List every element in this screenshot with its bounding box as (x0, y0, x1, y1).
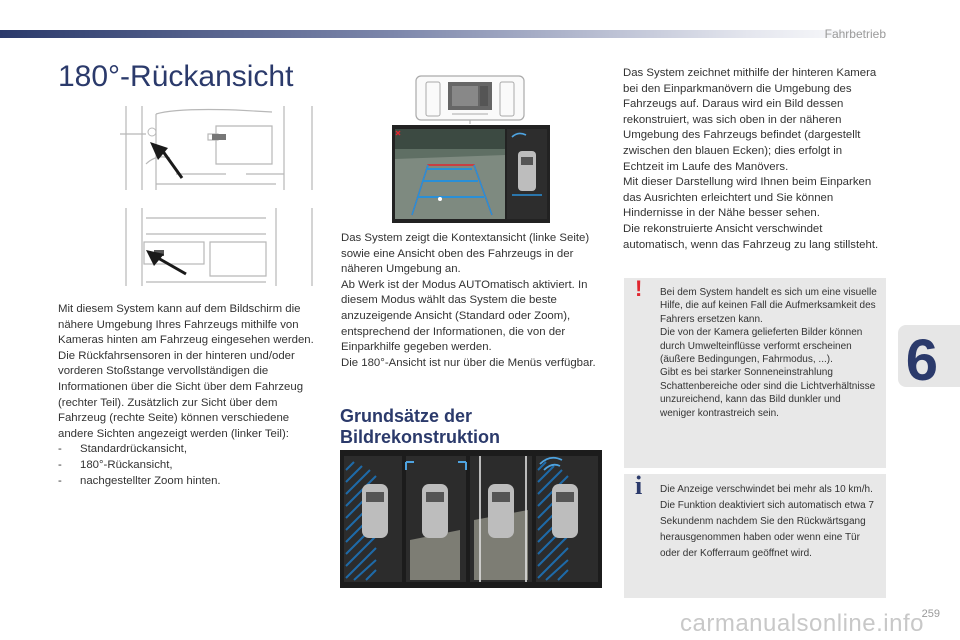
info-note (624, 471, 886, 598)
middle-paragraph: Das System zeigt die Kontextansicht (linke Seite) sowie eine Ansicht oben des Fahrzeugs in der näheren Umgebung an. (341, 232, 590, 276)
dashboard-screen-illustration (414, 72, 526, 124)
image-reconstruction-illustration (340, 450, 602, 588)
page-title: 180°-Rückansicht (58, 60, 294, 93)
page-number: 259 (921, 608, 940, 620)
warning-note (624, 278, 886, 468)
warning-icon: ! (635, 276, 643, 301)
right-paragraph: Das System zeichnet mithilfe der hinteren Kamera bei den Einparkmanövern die Umgebung des Fahrzeugs auf. Daraus wird ein Bild dessen rekonstruiert, was sich oben in der näheren Umgebung des Fahrzeugs befindet (dargestellt zwischen den blauen Ecken); dies erfolgt in Echtzeit im Laufe des Manövers. (623, 67, 877, 173)
intro-paragraph-block (58, 302, 322, 489)
middle-paragraph: Die 180°-Ansicht ist nur über die Menüs verfügbar. (341, 356, 596, 369)
note-paragraph: Die Funktion deaktiviert sich automatisch etwa 7 Sekundenm nachdem Sie den Rückwärtsgang herausgenommen haben oder wenn eine Tür oder der Kofferraum geöffnet wird. (660, 500, 874, 559)
intro-paragraph: Mit diesem System kann auf dem Bildschirm die nähere Umgebung Ihres Fahrzeugs mithilfe von Kameras hinten am Fahrzeug eingesehen werden. Die Rückfahrsensoren in der hinteren und/oder vorderen Stoßstange vervollständigen die Informationen über die Sicht über dem Fahrzeug (rechter Teil). Zusätzlich zur Sicht über dem Fahrzeug (rechte Seite) können verschiedene andere Sichten angezeigt werden (linker Teil): (58, 303, 314, 440)
list-item: - Standardrückansicht, (58, 443, 188, 456)
rear-camera-illustration-bottom (116, 206, 320, 290)
views-list (58, 442, 322, 489)
context-view-text (341, 231, 603, 371)
note-paragraph: Bei dem System handelt es sich um eine visuelle Hilfe, die auf keinen Fall die Aufmerksamkeit des Fahrers ersetzen kann. (660, 287, 877, 325)
rear-camera-illustration-top (116, 104, 320, 194)
watermark: carmanualsonline.info (680, 610, 924, 637)
list-item: - nachgestellter Zoom hinten. (58, 474, 221, 487)
right-paragraph: Mit dieser Darstellung wird Ihnen beim Einparken das Ausrichten erleichtert und Sie können Hindernisse in der Nähe besser sehen. (623, 176, 872, 220)
list-item: - 180°-Rückansicht, (58, 458, 173, 471)
camera-view-screen (392, 125, 550, 223)
header-gradient-bar (0, 30, 880, 38)
info-icon: i (635, 471, 643, 500)
note-paragraph: Gibt es bei starker Sonneneinstrahlung Schattenbereiche oder sind die Lichtverhältnisse unzureichend, kann das Bild dunkler und weniger kontrastreich sein. (660, 367, 876, 419)
right-paragraph: Die rekonstruierte Ansicht verschwindet automatisch, wenn das Fahrzeug zu lang stillsteht. (623, 222, 879, 251)
chapter-number: 6 (905, 328, 938, 393)
reconstruction-text (623, 66, 885, 253)
note-paragraph: Die von der Kamera gelieferten Bilder können durch Umwelteinflüsse verformt erscheinen (äußere Bedingungen, Fahrmodus, ...). (660, 327, 863, 366)
section-name: Fahrbetrieb (824, 27, 886, 41)
middle-paragraph: Ab Werk ist der Modus AUTOmatisch aktiviert. In diesem Modus wählt das System die beste anzuzeigende Ansicht (Standard oder Zoom), entsprechend der Informationen, die von der Einparkhilfe gegeben werden. (341, 278, 588, 354)
section-heading: Grundsätze der Bildrekonstruktion (340, 406, 501, 447)
note-paragraph: Die Anzeige verschwindet bei mehr als 10 km/h. (660, 484, 873, 495)
